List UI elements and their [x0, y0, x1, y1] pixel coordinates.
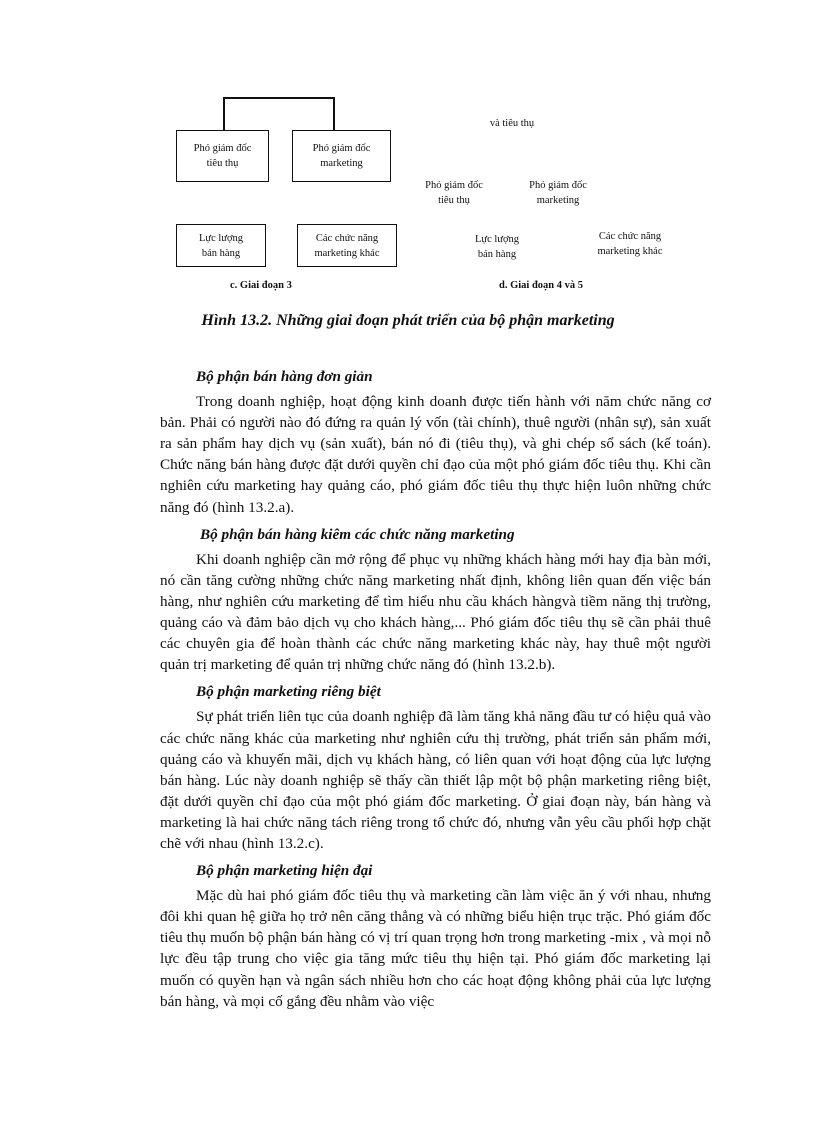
stage-d-vp-sales [414, 178, 494, 208]
section-paragraph: Sự phát triển liên tục của doanh nghiệp đã làm tăng khả năng đầu tư có hiệu quả vào các chức năng khác của marketing như nghiên cứu thị trường, phát triển sản phẩm mới, quảng cáo và khuyến mãi, dịch vụ khách hàng, có liên quan với hoạt động của lực lượng bán hàng. Lúc này doanh nghiệp sẽ thấy cần thiết lập một bộ phận marketing riêng biệt, đặt dưới quyền chỉ đạo của một phó giám đốc marketing. Ở giai đoạn này, bán hàng và marketing là hai chức năng tách riêng trong tổ chức đó, nhưng vẫn yêu cầu phối hợp chặt chẽ với nhau (hình 13.2.c). [160, 708, 711, 852]
box-vp-sales-line1: Phó giám đốc [193, 143, 252, 154]
box-vp-marketing-line2: marketing [320, 158, 363, 169]
stage-d-sales-force-line1: Lực lượng [474, 234, 520, 245]
stage-d-other-marketing-line1: Các chức năng [598, 231, 662, 242]
section-heading: Bộ phận bán hàng kiêm các chức năng marketing [200, 525, 515, 543]
section-heading: Bộ phận marketing hiện đại [196, 862, 373, 880]
box-other-marketing [297, 224, 397, 267]
stage-d-other-marketing [585, 229, 675, 259]
connector-horizontal [223, 97, 334, 99]
connector-left-vertical [223, 97, 225, 131]
stage-d-vp-marketing-line1: Phó giám đốc [529, 180, 587, 191]
box-sales-force-line2: bán hàng [201, 247, 241, 259]
section-heading: Bộ phận marketing riêng biệt [196, 683, 381, 701]
stage-d-label: d. Giai đoạn 4 và 5 [499, 280, 584, 291]
section-paragraph: Khi doanh nghiệp cần mở rộng để phục vụ những khách hàng mới hay địa bàn mới, nó cần tăng cường những chức năng marketing nhất định, không liên quan đến việc bán hàng, như nghiên cứu marketing để tìm hiểu nhu cầu khách hàngvà tiềm năng thị trường, quảng cáo và đảm bảo dịch vụ cho khách hàng,... Phó giám đốc tiêu thụ sẽ cần phải thuê các chuyên gia để hoàn thành các chức năng marketing khác này, hay thuê một người quản trị marketing để quản trị những chức năng đó (hình 13.2.b). [160, 550, 711, 674]
box-sales-force [176, 224, 266, 267]
stage-d-vp-sales-line1: Phó giám đốc [425, 180, 483, 191]
box-vp-sales [176, 130, 269, 182]
box-other-marketing-line1: Các chức năng [315, 232, 379, 244]
org-diagram [0, 0, 816, 300]
stage-c-label: c. Giai đoạn 3 [230, 280, 292, 291]
box-vp-marketing-line1: Phó giám đốc [312, 143, 371, 154]
box-sales-force-line1: Lực lượng [198, 232, 244, 244]
stage-d-vp-marketing-line2: marketing [536, 195, 580, 206]
box-vp-sales-line2: tiêu thụ [206, 158, 239, 169]
figure-caption-text: . Những giai đoạn phát triển của bộ phận marketing [268, 312, 615, 329]
stage-d-vp-marketing [518, 178, 598, 208]
stage-d-other-marketing-line2: marketing khác [597, 246, 663, 257]
box-vp-marketing [292, 130, 391, 182]
stage-d-sales-force-line2: bán hàng [477, 249, 517, 260]
body-content [160, 366, 711, 1018]
box-other-marketing-line2: marketing khác [314, 247, 380, 259]
section-paragraph: Mặc dù hai phó giám đốc tiêu thụ và marketing cần làm việc ăn ý với nhau, nhưng đôi khi quan hệ giữa họ trở nên căng thẳng và có những biểu hiện trục trặc. Phó giám đốc tiêu thụ muốn bộ phận bán hàng có vị trí quan trọng hơn trong marketing -mix , và mọi nỗ lực đều tập trung cho việc gia tăng mức tiêu thụ hiện tại. Phó giám đốc marketing lại muốn có quyền hạn và ngân sách nhiều hơn cho các hoạt động không phải của lực lượng bán hàng, và mọi cố gắng đều nhằm vào việc [160, 887, 711, 1010]
figure-caption [0, 312, 816, 330]
stage-d-vp-sales-line2: tiêu thụ [438, 195, 470, 206]
figure-caption-label: Hình 13.2 [201, 312, 269, 329]
stage-d-sales-force [457, 232, 537, 262]
connector-right-vertical [333, 97, 335, 131]
section-paragraph: Trong doanh nghiệp, hoạt động kinh doanh được tiến hành với năm chức năng cơ bản. Phải có người nào đó đứng ra quản lý vốn (tài chính), thuê người (nhân sự), sản xuất ra sản phẩm hay dịch vụ (sản xuất), bán nó đi (tiêu thụ), và ghi chép sổ sách (kế toán). Chức năng bán hàng được đặt dưới quyền chỉ đạo của một phó giám đốc tiêu thụ. Khi cần nghiên cứu marketing hay quảng cáo, phó giám đốc tiêu thụ thực hiện luôn những chức năng đó (hình 13.2.a). [160, 393, 711, 516]
stage-d-top-text: và tiêu thụ [489, 118, 535, 129]
section-heading: Bộ phận bán hàng đơn giản [196, 368, 373, 385]
